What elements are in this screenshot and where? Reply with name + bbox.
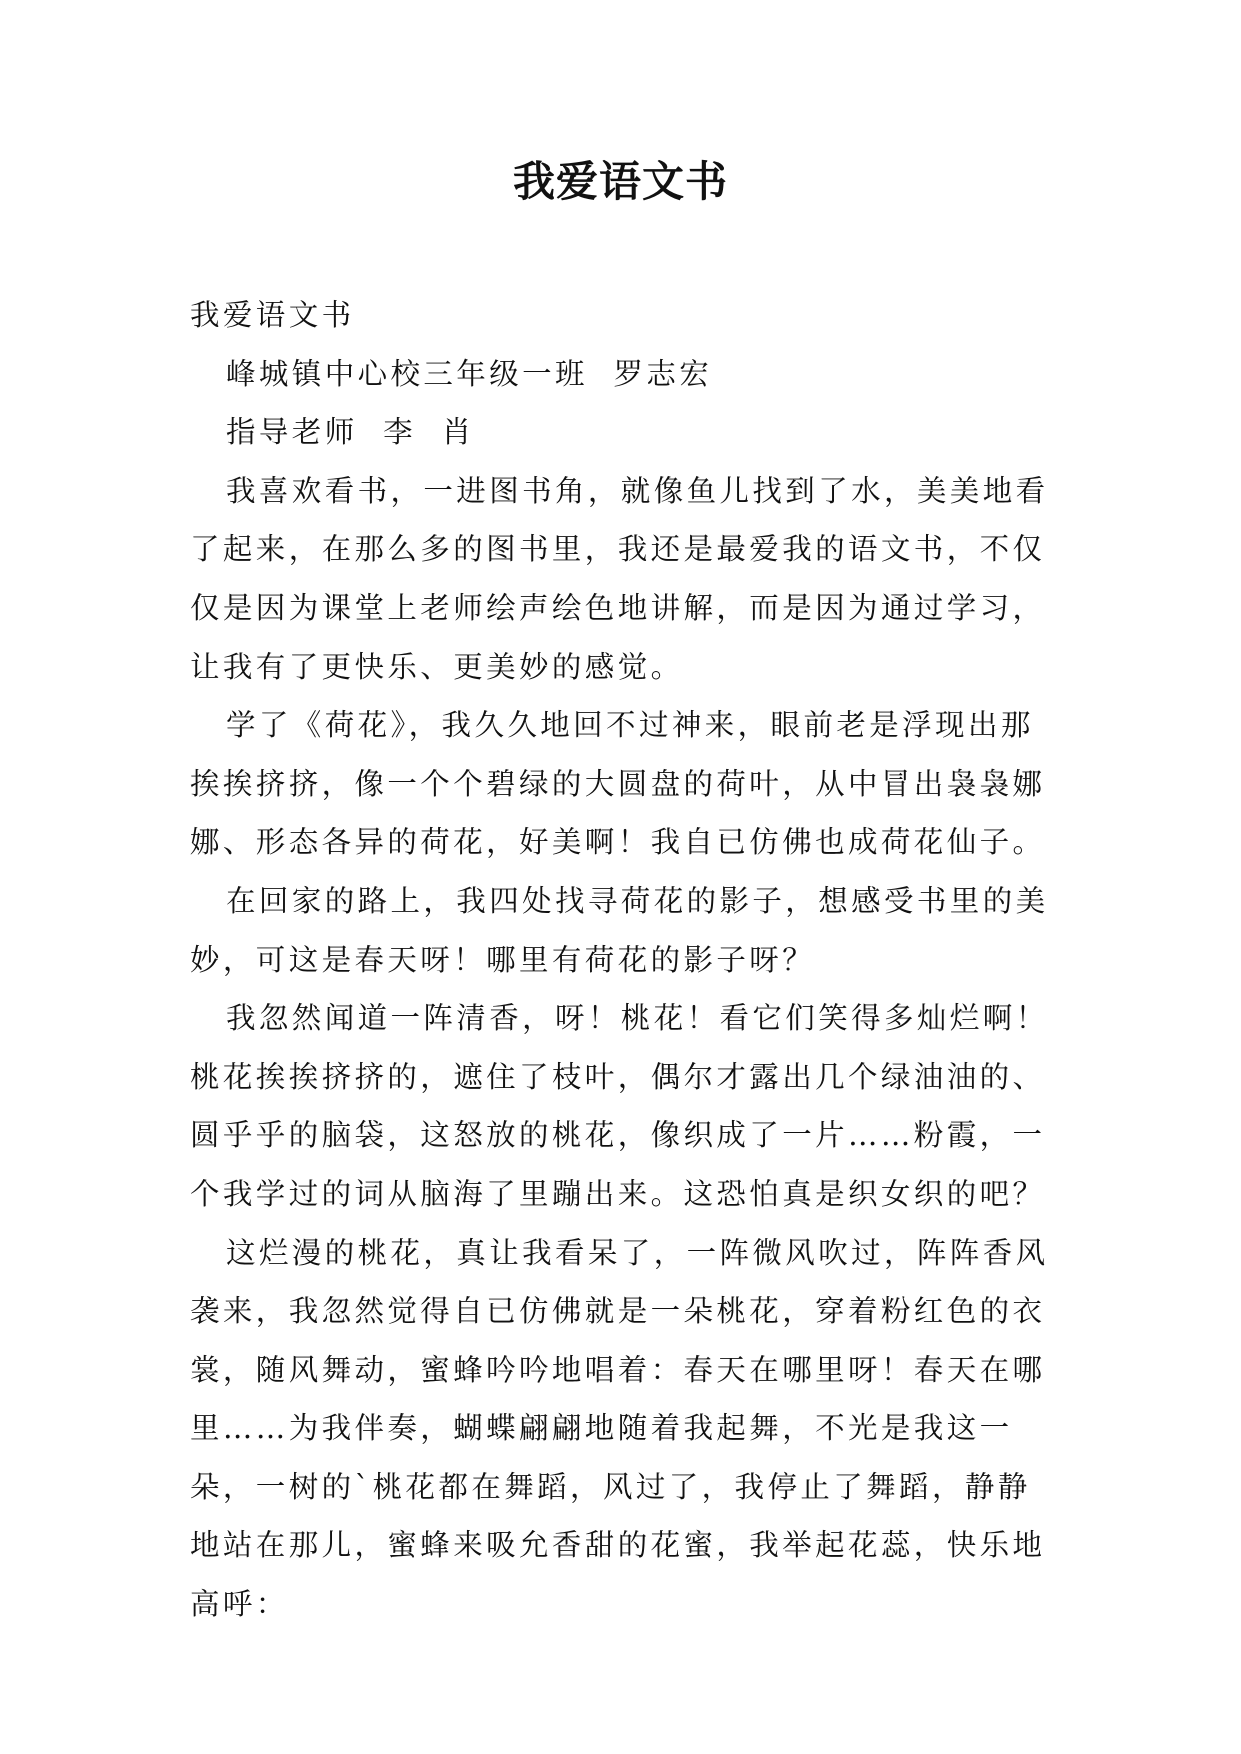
body-paragraph: 这烂漫的桃花，真让我看呆了，一阵微风吹过，阵阵香风袭来，我忽然觉得自已仿佛就是一朵桃花，穿着粉红色的衣裳，随风舞动，蜜蜂吟吟地唱着：春天在哪里呀！春天在哪里……为我伴奏，蝴蝶翩翩地随着我起舞，不光是我这一朵，一树的`桃花都在舞蹈，风过了，我停止了舞蹈，静静地站在那儿，蜜蜂来吸允香甜的花蜜，我举起花蕊，快乐地高呼： [190, 1235, 1049, 1622]
body-paragraph: 学了《荷花》，我久久地回不过神来，眼前老是浮现出那挨挨挤挤，像一个个碧绿的大圆盘的荷叶，从中冒出袅袅娜娜、形态各异的荷花，好美啊！我自已仿佛也成荷花仙子。 [190, 708, 1046, 860]
body-paragraph: 在回家的路上，我四处找寻荷花的影子，想感受书里的美妙，可这是春天呀！哪里有荷花的影子呀？ [190, 883, 1049, 977]
essay-heading: 我爱语文书 [190, 298, 355, 332]
body-paragraph: 我忽然闻道一阵清香，呀！桃花！看它们笑得多灿烂啊！桃花挨挨挤挤的，遮住了枝叶，偶尔才露出几个绿油油的、圆乎乎的脑袋，这怒放的桃花，像织成了一片……粉霞，一个我学过的词从脑海了里蹦出来。这恐怕真是织女织的吧？ [190, 1001, 1049, 1211]
document-title: 我爱语文书 [512, 157, 728, 206]
body-paragraph: 我喜欢看书，一进图书角，就像鱼儿找到了水，美美地看了起来，在那么多的图书里，我还是最爱我的语文书，不仅仅是因为课堂上老师绘声绘色地讲解，而是因为通过学习，让我有了更快乐、更美妙的感觉。 [190, 473, 1049, 684]
document-body [190, 286, 1052, 1634]
author-line: 峰城镇中心校三年级一班 罗志宏 [226, 356, 713, 391]
teacher-line: 指导老师 李 肖 [226, 415, 475, 450]
